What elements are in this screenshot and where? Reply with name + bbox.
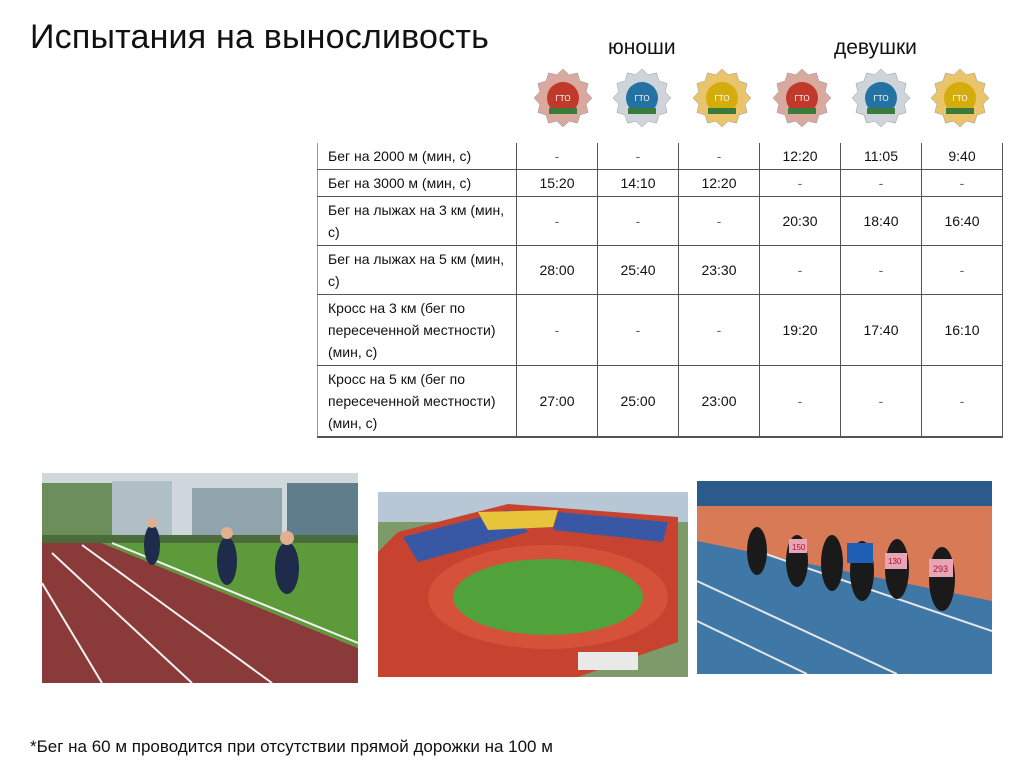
norm-value: - xyxy=(517,143,598,170)
norm-value: 27:00 xyxy=(517,366,598,438)
photo-track-runners xyxy=(42,473,358,683)
table-row xyxy=(318,246,1003,295)
norm-value: - xyxy=(598,143,679,170)
gto-badge-label: ГТО xyxy=(952,94,968,103)
gto-badge-gold-boys xyxy=(692,68,752,128)
discipline-name: Кросс на 3 км (бег по пересеченной местности) (мин, с) xyxy=(318,295,517,366)
gto-badge-bronze-boys xyxy=(533,68,593,128)
norm-value: 16:40 xyxy=(922,197,1003,246)
bib-130: 130 xyxy=(888,557,902,566)
norm-value: 12:20 xyxy=(760,143,841,170)
norm-value: - xyxy=(679,143,760,170)
norm-value: 12:20 xyxy=(679,170,760,197)
norm-value: 20:30 xyxy=(760,197,841,246)
gto-badge-silver-girls xyxy=(851,68,911,128)
footnote: *Бег на 60 м проводится при отсутствии прямой дорожки на 100 м xyxy=(30,737,553,756)
group-label-boys: юноши xyxy=(608,36,676,59)
gto-badge-label: ГТО xyxy=(794,94,810,103)
norm-value: - xyxy=(598,295,679,366)
gto-badge-label: ГТО xyxy=(634,94,650,103)
norm-value: - xyxy=(517,295,598,366)
gto-badge-silver-boys xyxy=(612,68,672,128)
gto-badge-gold-girls xyxy=(930,68,990,128)
table-row xyxy=(318,366,1003,438)
bib-150: 150 xyxy=(792,543,806,552)
norm-value: 23:30 xyxy=(679,246,760,295)
norm-value: - xyxy=(841,366,922,438)
gto-badge-label: ГТО xyxy=(555,94,571,103)
group-label-girls: девушки xyxy=(834,36,917,59)
discipline-name: Кросс на 5 км (бег по пересеченной местности) (мин, с) xyxy=(318,366,517,438)
norm-value: - xyxy=(922,246,1003,295)
gto-badge-bronze-girls xyxy=(772,68,832,128)
norm-value: 9:40 xyxy=(922,143,1003,170)
page-title: Испытания на выносливость xyxy=(30,18,490,56)
norm-value: 25:40 xyxy=(598,246,679,295)
discipline-name: Бег на 3000 м (мин, с) xyxy=(318,170,517,197)
norm-value: 14:10 xyxy=(598,170,679,197)
discipline-name: Бег на лыжах на 5 км (мин, с) xyxy=(318,246,517,295)
discipline-name: Бег на 2000 м (мин, с) xyxy=(318,143,517,170)
norm-value: - xyxy=(598,197,679,246)
norm-value: - xyxy=(517,197,598,246)
norm-value: 15:20 xyxy=(517,170,598,197)
norm-value: - xyxy=(841,246,922,295)
table-row xyxy=(318,143,1003,170)
norm-value: 28:00 xyxy=(517,246,598,295)
norms-table xyxy=(317,143,1003,438)
norm-value: - xyxy=(841,170,922,197)
norm-value: 19:20 xyxy=(760,295,841,366)
norm-value: 17:40 xyxy=(841,295,922,366)
photo-stadium xyxy=(378,492,688,677)
norm-value: - xyxy=(922,170,1003,197)
norm-value: 25:00 xyxy=(598,366,679,438)
gto-badge-label: ГТО xyxy=(873,94,889,103)
table-row xyxy=(318,295,1003,366)
norm-value: - xyxy=(679,295,760,366)
bib-293: 293 xyxy=(933,564,949,574)
norm-value: 16:10 xyxy=(922,295,1003,366)
norm-value: 18:40 xyxy=(841,197,922,246)
norm-value: - xyxy=(760,366,841,438)
norm-value: 23:00 xyxy=(679,366,760,438)
table-row xyxy=(318,197,1003,246)
norm-value: 11:05 xyxy=(841,143,922,170)
norm-value: - xyxy=(760,246,841,295)
discipline-name: Бег на лыжах на 3 км (мин, с) xyxy=(318,197,517,246)
norm-value: - xyxy=(679,197,760,246)
norm-value: - xyxy=(760,170,841,197)
gto-badge-label: ГТО xyxy=(714,94,730,103)
norm-value: - xyxy=(922,366,1003,438)
table-row xyxy=(318,170,1003,197)
photo-indoor-race xyxy=(697,481,992,674)
